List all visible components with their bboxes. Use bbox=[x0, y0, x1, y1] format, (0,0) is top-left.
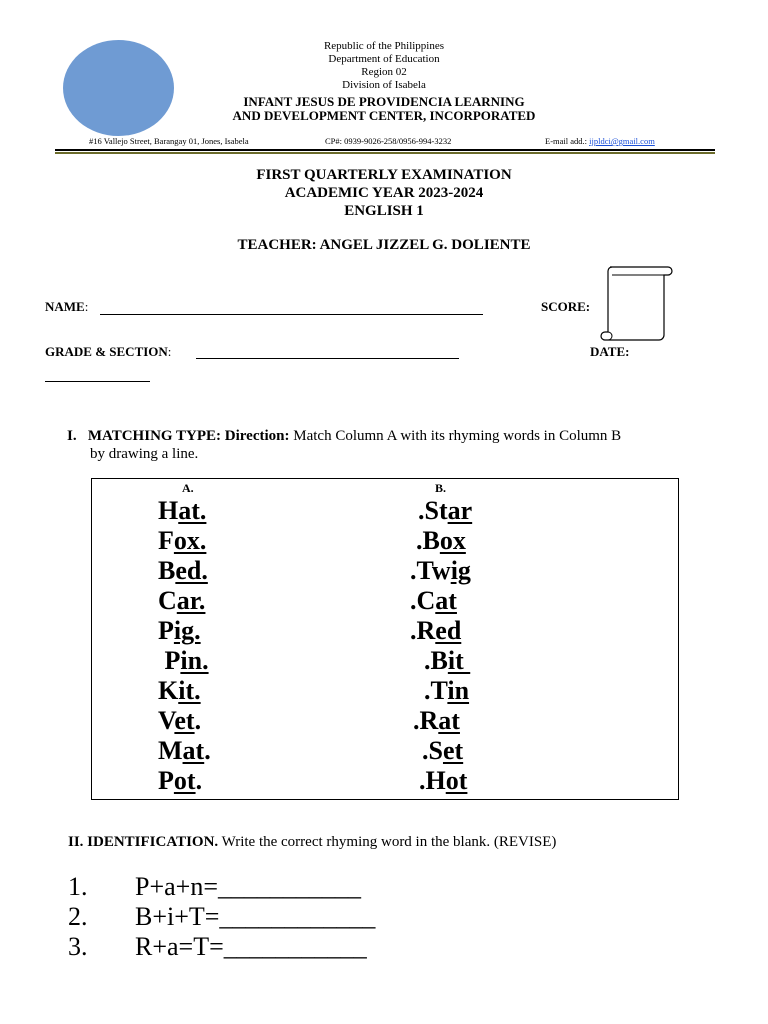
name-label: NAME: bbox=[45, 299, 89, 314]
column-a-word[interactable]: Pig. bbox=[158, 616, 201, 645]
email-label: E-mail add.: bbox=[545, 136, 590, 146]
column-a-word[interactable]: Vet. bbox=[158, 706, 202, 735]
column-a-word[interactable]: Kit. bbox=[158, 676, 201, 705]
header-region: Region 02 bbox=[361, 66, 407, 78]
academic-year: ACADEMIC YEAR 2023-2024 bbox=[284, 185, 484, 201]
school-name-line2: AND DEVELOPMENT CENTER, INCORPORATED bbox=[232, 108, 536, 123]
section1-instructions: I. MATCHING TYPE: Direction: Match Column A with its rhyming words in Column B by drawing a line. bbox=[67, 428, 622, 462]
score-label: SCORE: bbox=[541, 299, 591, 314]
email-link[interactable]: ijpldci@gmail.com bbox=[589, 136, 655, 146]
column-b-word[interactable]: .Tin bbox=[424, 676, 470, 705]
column-a-word[interactable]: Pin. bbox=[158, 646, 209, 675]
item-text: R+a=T=___________ bbox=[135, 932, 367, 961]
column-a-word[interactable]: Hat. bbox=[158, 496, 207, 525]
item-text: B+i+T=____________ bbox=[135, 902, 376, 931]
identification-item[interactable] bbox=[68, 902, 375, 932]
header-divider bbox=[55, 149, 715, 151]
item-text: P+a+n=___________ bbox=[135, 872, 361, 901]
item-number: 3. bbox=[68, 932, 88, 961]
column-a-word[interactable]: Mat. bbox=[158, 736, 211, 765]
school-address: #16 Vallejo Street, Barangay 01, Jones, Isabela bbox=[89, 136, 249, 146]
school-phone: CP#: 0939-9026-258/0956-994-3232 bbox=[325, 136, 452, 146]
date-blank[interactable] bbox=[45, 381, 150, 382]
column-a-header: A. bbox=[182, 481, 194, 495]
name-blank[interactable] bbox=[100, 314, 483, 315]
school-name-line1: INFANT JESUS DE PROVIDENCIA LEARNING bbox=[243, 94, 525, 109]
grade-section-blank[interactable] bbox=[196, 358, 459, 359]
column-b-word[interactable]: .Cat bbox=[410, 586, 457, 615]
score-scroll-box bbox=[600, 263, 674, 343]
item-number: 1. bbox=[68, 872, 88, 901]
column-b-word[interactable]: .Hot bbox=[419, 766, 468, 795]
identification-items bbox=[68, 872, 375, 962]
column-b-header: B. bbox=[435, 481, 447, 495]
item-number: 2. bbox=[68, 902, 88, 931]
section2-instructions: II. IDENTIFICATION. Write the correct rhyming word in the blank. (REVISE) bbox=[68, 834, 557, 850]
column-a-word[interactable]: Pot. bbox=[158, 766, 203, 795]
header-republic: Republic of the Philippines bbox=[323, 40, 445, 52]
school-email bbox=[545, 136, 655, 146]
column-b-word[interactable]: .Bit bbox=[424, 646, 471, 675]
column-b-word[interactable]: .Star bbox=[418, 496, 473, 525]
column-a-word[interactable]: Fox. bbox=[158, 526, 207, 555]
subject: ENGLISH 1 bbox=[344, 203, 424, 219]
identification-item[interactable] bbox=[68, 872, 375, 902]
header-department: Department of Education bbox=[328, 53, 440, 65]
column-a-list bbox=[158, 496, 211, 796]
column-b-word[interactable]: .Red bbox=[410, 616, 462, 645]
date-label: DATE: bbox=[590, 344, 630, 359]
exam-title: FIRST QUARTERLY EXAMINATION bbox=[256, 167, 512, 183]
header-division: Division of Isabela bbox=[342, 79, 426, 91]
column-a-word[interactable]: Bed. bbox=[158, 556, 208, 585]
teacher-name: TEACHER: ANGEL JIZZEL G. DOLIENTE bbox=[237, 237, 531, 253]
identification-item[interactable] bbox=[68, 932, 375, 962]
header-divider-accent bbox=[55, 152, 715, 154]
column-b-word[interactable]: .Twig bbox=[410, 556, 471, 585]
column-b-word[interactable]: .Box bbox=[416, 526, 466, 555]
column-b-word[interactable]: .Set bbox=[422, 736, 464, 765]
school-logo bbox=[63, 40, 174, 136]
column-b-word[interactable]: .Rat bbox=[413, 706, 460, 735]
grade-section-label: GRADE & SECTION: bbox=[45, 344, 172, 359]
column-a-word[interactable]: Car. bbox=[158, 586, 206, 615]
